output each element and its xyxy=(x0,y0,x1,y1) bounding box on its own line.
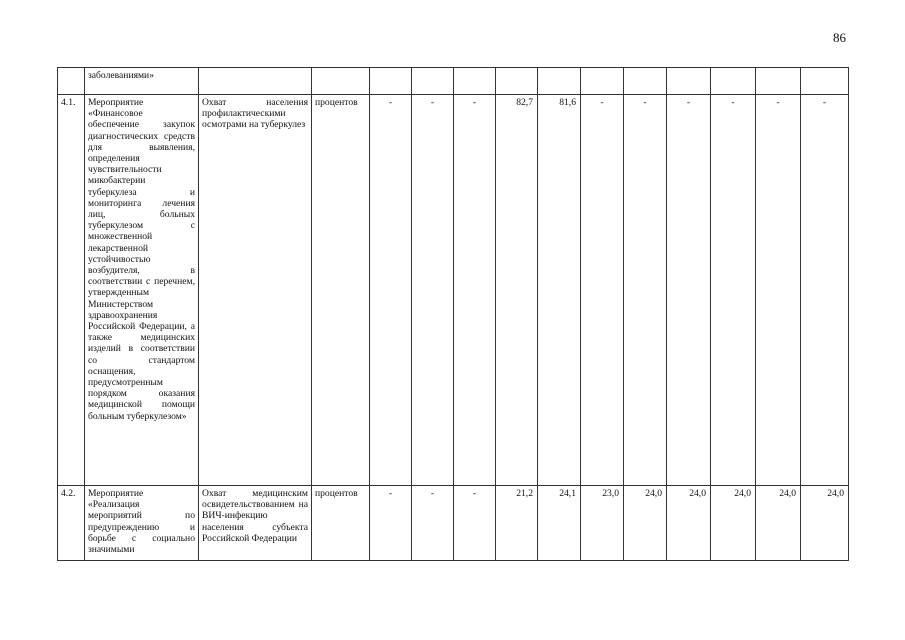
cell-event: Мероприятие «Финансовое обеспечение закупок диагностических средств для выявления, определения чувствительности микобактерии туберкулеза и мониторинга лечения лиц, больных туберкулезом с множественной лекарственной устойчивостью возбудителя, в соответствии с перечнем, утвержденным Министерством здравоохранения Российской Федерации, а также медицинских изделий в соответствии со стандартом оснащения, предусмотренным порядком оказания медицинской помощи больным туберкулезом» xyxy=(85,95,199,486)
cell-value: 81,6 xyxy=(538,95,581,486)
cell-value: - xyxy=(756,95,801,486)
cell-value: 24,0 xyxy=(667,486,711,561)
cell-value: - xyxy=(581,95,624,486)
page-number: 86 xyxy=(833,30,846,45)
table-row-continuation xyxy=(58,68,849,95)
cell-value xyxy=(667,68,711,95)
cell-event: Мероприятие «Реализация мероприятий по предупреждению и борьбе с социально значимыми xyxy=(85,486,199,561)
cell-value xyxy=(624,68,667,95)
cell-unit xyxy=(312,68,370,95)
cell-value xyxy=(801,68,849,95)
cell-value: - xyxy=(711,95,756,486)
cell-unit: процентов xyxy=(312,95,370,486)
cell-value: - xyxy=(370,95,412,486)
cell-value xyxy=(412,68,454,95)
cell-value xyxy=(496,68,538,95)
cell-value: 23,0 xyxy=(581,486,624,561)
cell-value: 24,0 xyxy=(801,486,849,561)
table-row xyxy=(58,95,849,486)
cell-value xyxy=(454,68,496,95)
cell-value: - xyxy=(667,95,711,486)
cell-value: 24,1 xyxy=(538,486,581,561)
cell-indicator xyxy=(199,68,312,95)
cell-value: - xyxy=(370,486,412,561)
cell-value: - xyxy=(624,95,667,486)
cell-value: 82,7 xyxy=(496,95,538,486)
cell-value: 24,0 xyxy=(756,486,801,561)
indicators-table xyxy=(57,67,849,561)
cell-event: заболеваниями» xyxy=(85,68,199,95)
cell-value: - xyxy=(454,486,496,561)
cell-value: - xyxy=(412,486,454,561)
cell-value xyxy=(581,68,624,95)
cell-value: - xyxy=(801,95,849,486)
cell-value: 24,0 xyxy=(624,486,667,561)
cell-unit: процентов xyxy=(312,486,370,561)
cell-id: 4.1. xyxy=(58,95,85,486)
cell-value: - xyxy=(412,95,454,486)
cell-value: 21,2 xyxy=(496,486,538,561)
cell-value xyxy=(756,68,801,95)
cell-value xyxy=(711,68,756,95)
cell-value: 24,0 xyxy=(711,486,756,561)
cell-id xyxy=(58,68,85,95)
table-row xyxy=(58,486,849,561)
cell-value xyxy=(538,68,581,95)
cell-id: 4.2. xyxy=(58,486,85,561)
cell-indicator: Охват медицинским освидетельствованием на ВИЧ-инфекцию населения субъекта Российской Федерации xyxy=(199,486,312,561)
cell-value xyxy=(370,68,412,95)
cell-value: - xyxy=(454,95,496,486)
cell-indicator: Охват населения профилактическими осмотрами на туберкулез xyxy=(199,95,312,486)
